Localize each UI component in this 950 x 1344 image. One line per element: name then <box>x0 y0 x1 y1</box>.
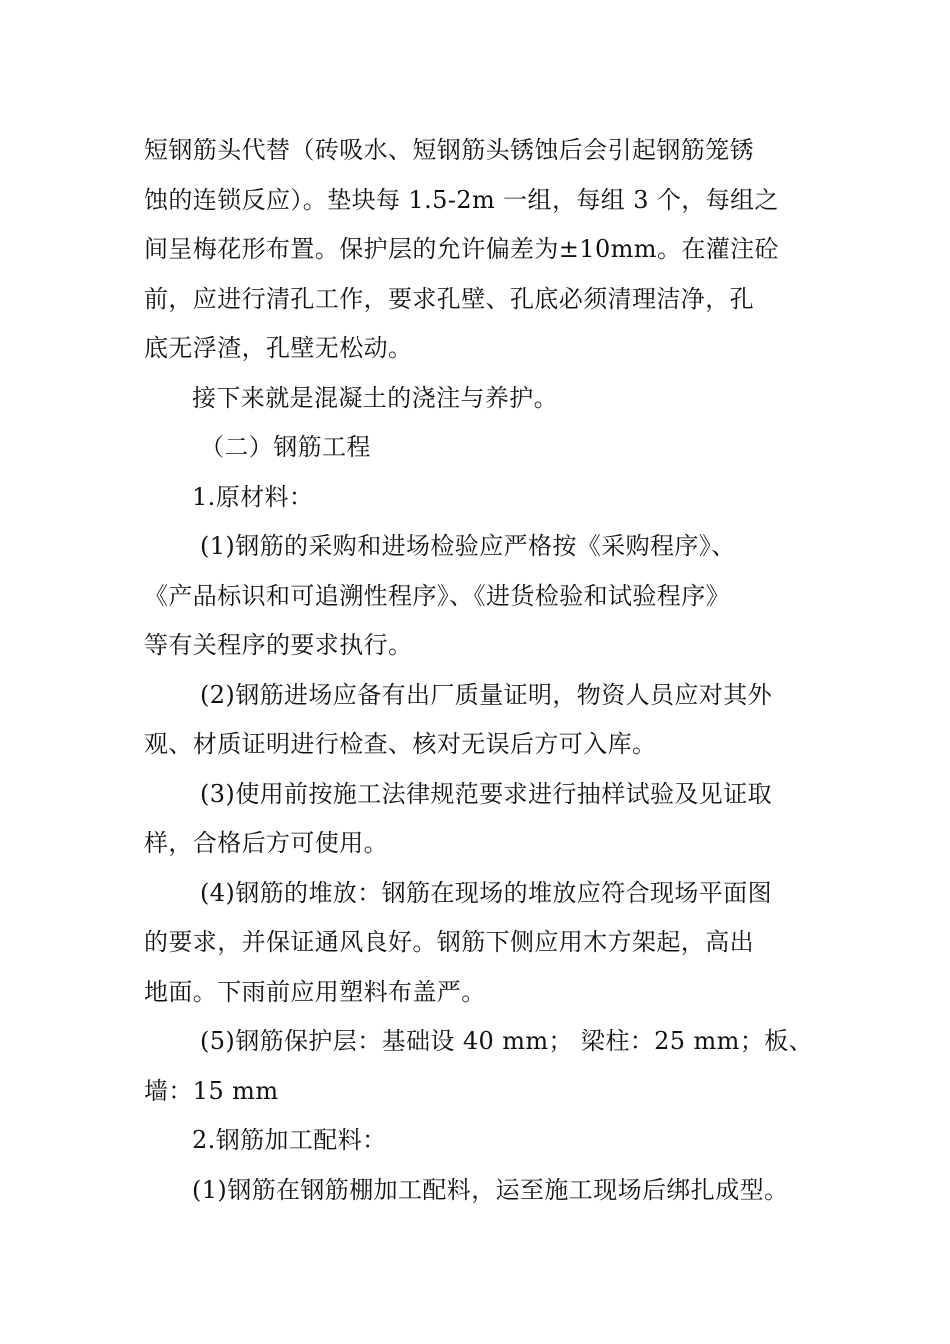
list-item-line: (1)钢筋的采购和进场检验应严格按《采购程序》、 <box>200 532 736 560</box>
list-item-line: 样，合格后方可使用。 <box>144 829 388 857</box>
list-item-line: 观、材质证明进行检查、核对无误后方可入库。 <box>144 730 657 758</box>
document-body <box>144 126 814 1215</box>
list-item-line: (1)钢筋在钢筋棚加工配料，运至施工现场后绑扎成型。 <box>192 1175 789 1204</box>
paragraph-line: 蚀的连锁反应）。垫块每 1.5-2m 一组，每组 3 个，每组之 <box>144 185 779 214</box>
list-item-line: 等有关程序的要求执行。 <box>144 631 413 659</box>
subsection-heading: 1.原材料： <box>192 482 314 511</box>
paragraph-line: 接下来就是混凝土的浇注与养护。 <box>192 383 558 412</box>
list-item-line: 墙：15 mm <box>144 1076 279 1105</box>
paragraph-line: 底无浮渣，孔壁无松动。 <box>144 334 413 362</box>
list-item-line: 《产品标识和可追溯性程序》、《进货检验和试验程序》 <box>144 581 730 610</box>
paragraph-line: 前，应进行清孔工作，要求孔壁、孔底必须清理洁净，孔 <box>144 284 754 313</box>
list-item-line: (4)钢筋的堆放：钢筋在现场的堆放应符合现场平面图 <box>200 878 772 907</box>
section-heading: （二）钢筋工程 <box>200 433 371 461</box>
list-item-line: (3)使用前按施工法律规范要求进行抽样试验及见证取 <box>200 779 772 808</box>
list-item-line: 地面。下雨前应用塑料布盖严。 <box>144 977 486 1006</box>
paragraph-line: 间呈梅花形布置。保护层的允许偏差为±10mm。在灌注砼 <box>144 235 779 263</box>
list-item-line: (5)钢筋保护层：基础设 40 mm； 梁柱：25 mm；板、 <box>200 1027 814 1055</box>
paragraph-line: 短钢筋头代替（砖吸水、短钢筋头锈蚀后会引起钢筋笼锈 <box>144 136 754 164</box>
list-item-line: (2)钢筋进场应备有出厂质量证明，物资人员应对其外 <box>200 680 772 709</box>
list-item-line: 的要求，并保证通风良好。钢筋下侧应用木方架起，高出 <box>144 928 754 956</box>
subsection-heading: 2.钢筋加工配料： <box>192 1126 387 1154</box>
